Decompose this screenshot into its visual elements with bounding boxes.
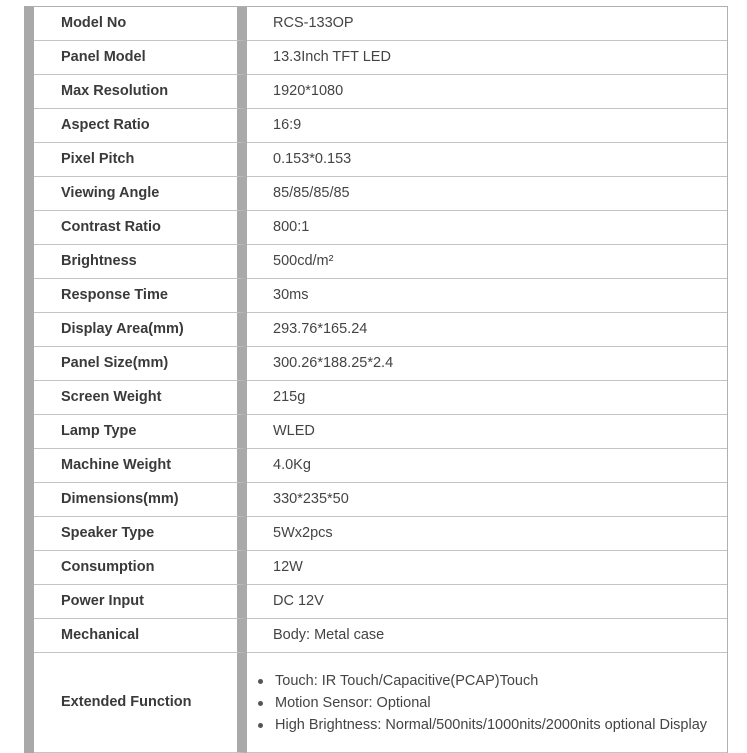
list-item: [275, 670, 727, 692]
spec-value: 4.0Kg: [247, 449, 727, 483]
spec-label: Aspect Ratio: [34, 109, 247, 143]
spec-label: Screen Weight: [34, 381, 247, 415]
table-row: [34, 449, 727, 483]
spec-label: Brightness: [34, 245, 247, 279]
list-item-text: Motion Sensor: Optional: [275, 694, 431, 711]
table-row: [34, 551, 727, 585]
spec-label: Lamp Type: [34, 415, 247, 449]
table-row: [34, 245, 727, 279]
spec-value: DC 12V: [247, 585, 727, 619]
spec-label: Display Area(mm): [34, 313, 247, 347]
spec-value: 215g: [247, 381, 727, 415]
table-row: [34, 7, 727, 41]
spec-label: Viewing Angle: [34, 177, 247, 211]
bullet-icon: [258, 679, 263, 684]
spec-label: Machine Weight: [34, 449, 247, 483]
table-row: [34, 177, 727, 211]
spec-label: Speaker Type: [34, 517, 247, 551]
spec-value: WLED: [247, 415, 727, 449]
table-row: [34, 585, 727, 619]
extended-function-label: Extended Function: [34, 653, 247, 753]
spec-value: 16:9: [247, 109, 727, 143]
table-row: [34, 75, 727, 109]
table-row: [34, 347, 727, 381]
spec-value: 300.26*188.25*2.4: [247, 347, 727, 381]
table-row: [34, 415, 727, 449]
spec-value: 30ms: [247, 279, 727, 313]
table-row: [34, 517, 727, 551]
list-item: [275, 714, 727, 736]
list-item-text: Touch: IR Touch/Capacitive(PCAP)Touch: [275, 672, 539, 689]
spec-value: 85/85/85/85: [247, 177, 727, 211]
bullet-icon: [258, 701, 263, 706]
table-row-extended: [34, 653, 727, 753]
extended-function-list: [247, 670, 727, 736]
spec-label: Pixel Pitch: [34, 143, 247, 177]
spec-label: Response Time: [34, 279, 247, 313]
spec-label: Panel Model: [34, 41, 247, 75]
spec-table: [24, 6, 728, 753]
table-row: [34, 313, 727, 347]
bullet-icon: [258, 723, 263, 728]
spec-label: Mechanical: [34, 619, 247, 653]
table-row: [34, 619, 727, 653]
spec-value: 1920*1080: [247, 75, 727, 109]
spec-label: Model No: [34, 7, 247, 41]
spec-value: RCS-133OP: [247, 7, 727, 41]
spec-value: 293.76*165.24: [247, 313, 727, 347]
table-row: [34, 279, 727, 313]
spec-value: 0.153*0.153: [247, 143, 727, 177]
table-row: [34, 483, 727, 517]
spec-label: Contrast Ratio: [34, 211, 247, 245]
spec-label: Max Resolution: [34, 75, 247, 109]
table-row: [34, 109, 727, 143]
table-row: [34, 143, 727, 177]
list-item-text: High Brightness: Normal/500nits/1000nits/2000nits optional Display: [275, 716, 708, 733]
table-row: [34, 41, 727, 75]
spec-value: 13.3Inch TFT LED: [247, 41, 727, 75]
spec-label: Power Input: [34, 585, 247, 619]
list-item: [275, 692, 727, 714]
spec-label: Consumption: [34, 551, 247, 585]
extended-function-value: [247, 653, 727, 753]
spec-label: Dimensions(mm): [34, 483, 247, 517]
spec-value: 330*235*50: [247, 483, 727, 517]
spec-label: Panel Size(mm): [34, 347, 247, 381]
table-row: [34, 381, 727, 415]
spec-value: 5Wx2pcs: [247, 517, 727, 551]
table-row: [34, 211, 727, 245]
spec-value: 800:1: [247, 211, 727, 245]
spec-value: 500cd/m²: [247, 245, 727, 279]
spec-value: 12W: [247, 551, 727, 585]
spec-value: Body: Metal case: [247, 619, 727, 653]
